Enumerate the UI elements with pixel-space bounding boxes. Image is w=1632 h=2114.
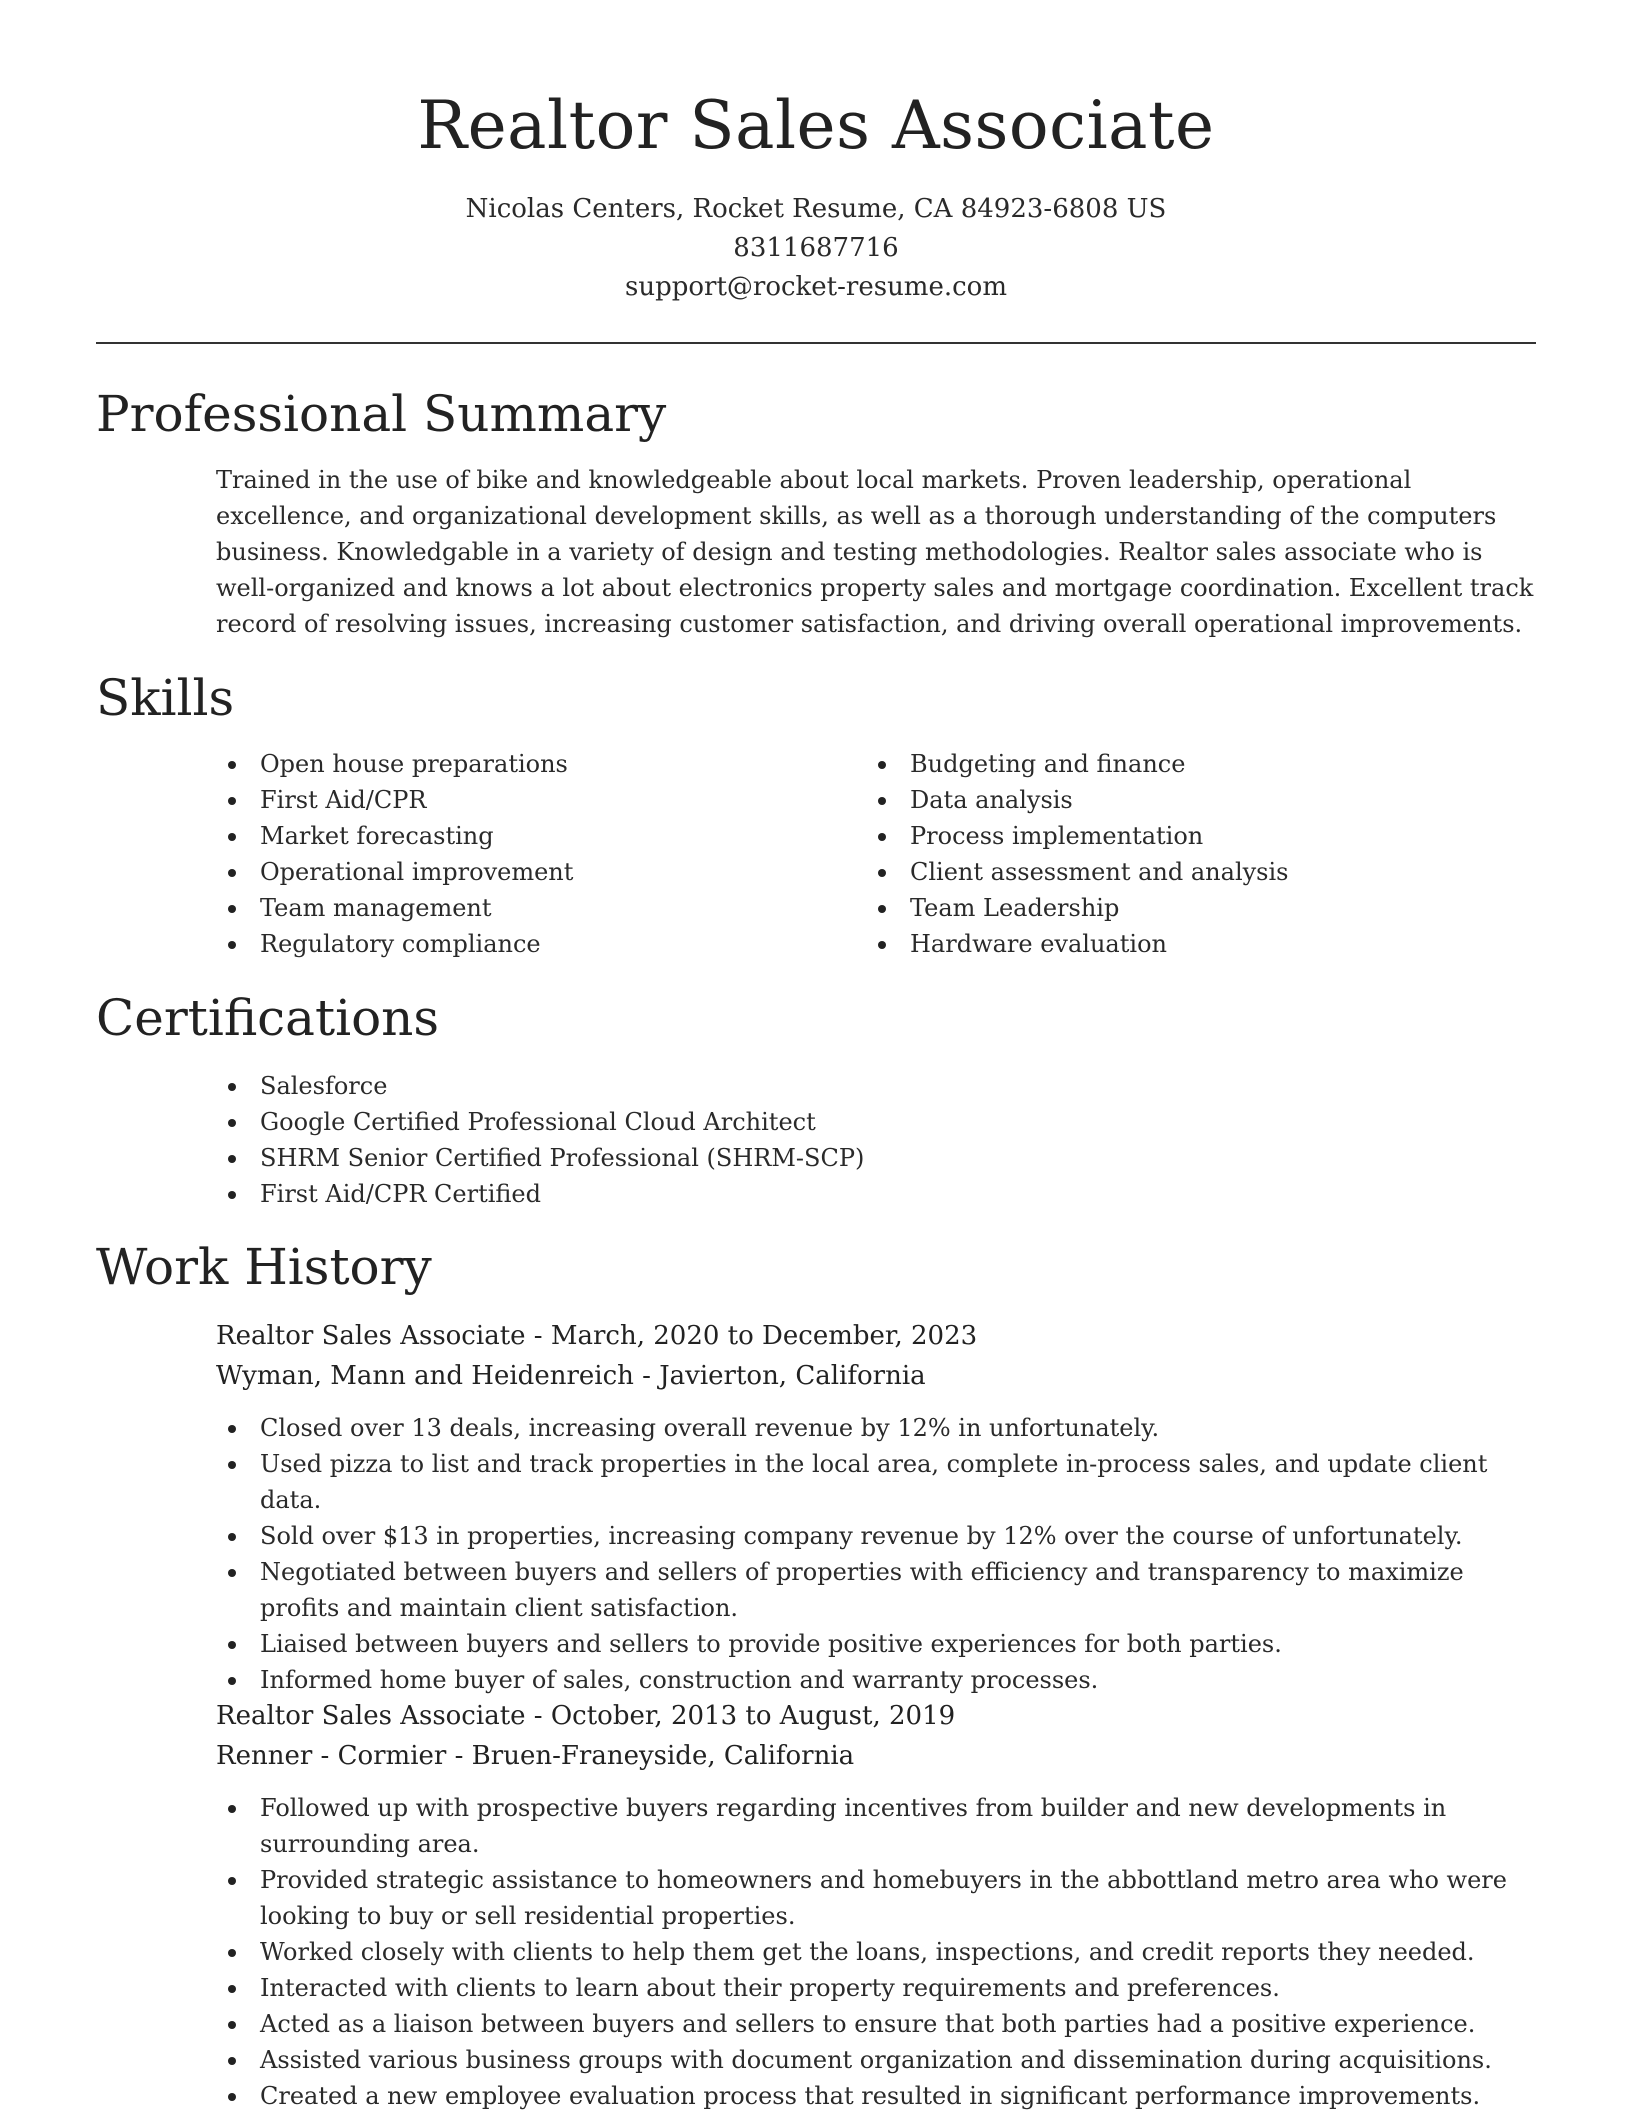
skill-item: Hardware evaluation <box>866 926 1506 962</box>
job-company-line <box>216 1736 854 1776</box>
job-bullet: Acted as a liaison between buyers and sellers to ensure that both parties had a positive experience. <box>216 2006 1546 2042</box>
job-location: - Javierton, California <box>633 1361 926 1391</box>
job-bullet: Interacted with clients to learn about their property requirements and preferences. <box>216 1970 1546 2006</box>
work-history-heading: Work History <box>96 1238 432 1296</box>
job-title-line <box>216 1316 977 1356</box>
skill-item: Data analysis <box>866 782 1506 818</box>
job-dates: - March, 2020 to December, 2023 <box>525 1321 978 1351</box>
skills-list-left <box>216 746 856 962</box>
skill-item: Market forecasting <box>216 818 856 854</box>
job-bullet: Created a new employee evaluation process that resulted in significant performance improvements. <box>216 2078 1546 2114</box>
job-bullets <box>216 1410 1546 1698</box>
skill-item: Budgeting and finance <box>866 746 1506 782</box>
skill-item: Open house preparations <box>216 746 856 782</box>
job-title: Realtor Sales Associate <box>216 1701 526 1731</box>
header-divider <box>96 342 1536 344</box>
resume-header <box>0 0 1632 307</box>
job-bullet: Provided strategic assistance to homeowners and homebuyers in the abbottland metro area who were looking to buy or sell residential properties. <box>216 1862 1546 1934</box>
job-location: - Bruen-Franeyside, California <box>446 1741 855 1771</box>
skills-list-right <box>866 746 1506 962</box>
skill-item: Regulatory compliance <box>216 926 856 962</box>
skill-item: Team Leadership <box>866 890 1506 926</box>
summary-heading: Professional Summary <box>96 385 667 443</box>
job-bullet: Used pizza to list and track properties in the local area, complete in-process sales, and update client data. <box>216 1446 1546 1518</box>
job-bullet: Followed up with prospective buyers regarding incentives from builder and new developments in surrounding area. <box>216 1790 1546 1862</box>
contact-phone: 8311687716 <box>733 233 899 263</box>
job-bullet: Liaised between buyers and sellers to provide positive experiences for both parties. <box>216 1626 1546 1662</box>
job-bullets <box>216 1790 1546 2114</box>
skill-item: Process implementation <box>866 818 1506 854</box>
contact-email: support@rocket-resume.com <box>624 272 1007 302</box>
contact-block <box>0 190 1632 307</box>
job-bullet: Closed over 13 deals, increasing overall revenue by 12% in unfortunately. <box>216 1410 1546 1446</box>
certifications-list <box>216 1068 1546 1212</box>
certification-item: SHRM Senior Certified Professional (SHRM-SCP) <box>216 1140 1546 1176</box>
job-title: Realtor Sales Associate <box>216 1321 526 1351</box>
certification-item: First Aid/CPR Certified <box>216 1176 1546 1212</box>
job-bullet: Negotiated between buyers and sellers of properties with efficiency and transparency to maximize profits and maintain client satisfaction. <box>216 1554 1546 1626</box>
skill-item: Operational improvement <box>216 854 856 890</box>
job-company: Wyman, Mann and Heidenreich <box>216 1361 634 1391</box>
summary-text: Trained in the use of bike and knowledgeable about local markets. Proven leadership, operational excellence, and organizational development skills, as well as a thorough understanding of the computers business. Knowledgable in a variety of design and testing methodologies. Realtor sales associate who is well-organized and knows a lot about electronics property sales and mortgage coordination. Excellent track record of resolving issues, increasing customer satisfaction, and driving overall operational improvements. <box>216 466 1534 638</box>
job-dates: - October, 2013 to August, 2019 <box>525 1701 956 1731</box>
job-company: Renner - Cormier <box>216 1741 447 1771</box>
skill-item: First Aid/CPR <box>216 782 856 818</box>
job-bullet: Assisted various business groups with document organization and dissemination during acquisitions. <box>216 2042 1546 2078</box>
job-bullet: Informed home buyer of sales, construction and warranty processes. <box>216 1662 1546 1698</box>
certification-item: Google Certified Professional Cloud Architect <box>216 1104 1546 1140</box>
skill-item: Team management <box>216 890 856 926</box>
job-company-line <box>216 1356 926 1396</box>
certifications-heading: Certifications <box>96 989 440 1047</box>
contact-address: Nicolas Centers, Rocket Resume, CA 84923-6808 US <box>465 194 1167 224</box>
job-bullet: Worked closely with clients to help them get the loans, inspections, and credit reports they needed. <box>216 1934 1546 1970</box>
skill-item: Client assessment and analysis <box>866 854 1506 890</box>
candidate-name: Realtor Sales Associate <box>417 87 1215 164</box>
certification-item: Salesforce <box>216 1068 1546 1104</box>
job-title-line <box>216 1696 955 1736</box>
skills-heading: Skills <box>96 669 235 727</box>
job-bullet: Sold over $13 in properties, increasing company revenue by 12% over the course of unfortunately. <box>216 1518 1546 1554</box>
